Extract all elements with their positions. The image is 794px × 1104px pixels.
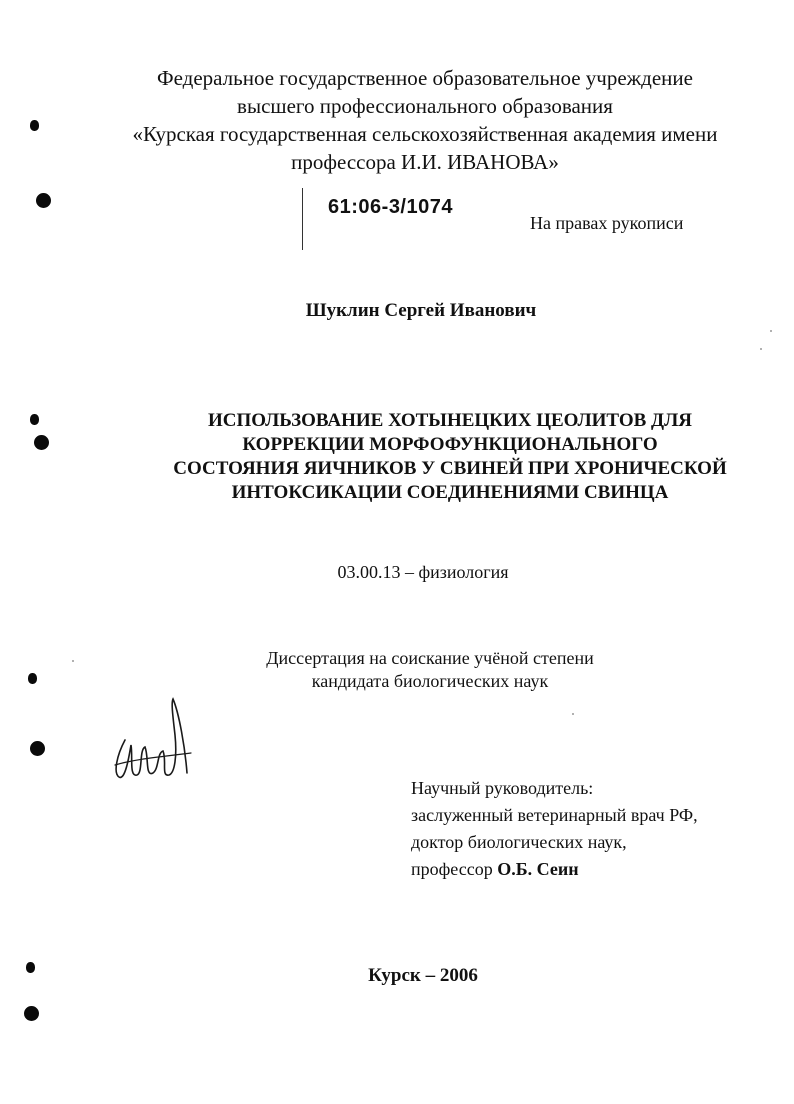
binder-hole (24, 1006, 39, 1021)
institution-line: Федеральное государственное образовательное учреждение (157, 66, 693, 90)
institution-line: «Курская государственная сельскохозяйственная академия имени (132, 122, 718, 146)
binder-hole (36, 193, 51, 208)
rights-note: На правах рукописи (530, 213, 684, 233)
title-line: КОРРЕКЦИИ МОРФОФУНКЦИОНАЛЬНОГО (242, 434, 658, 455)
binder-hole-mark (26, 962, 35, 973)
city-year-text: Курск – 2006 (368, 965, 478, 986)
degree-statement (220, 647, 640, 693)
title-line: СОСТОЯНИЯ ЯИЧНИКОВ У СВИНЕЙ ПРИ ХРОНИЧЕСКОЙ (173, 458, 727, 479)
binder-hole (30, 741, 45, 756)
advisor-heading: Научный руководитель: (411, 778, 594, 798)
advisor-name-line (411, 856, 698, 883)
signature (105, 695, 195, 790)
institution-header (100, 64, 750, 176)
advisor-name: О.Б. Сеин (497, 859, 579, 879)
degree-line-2: кандидата биологических наук (311, 671, 549, 691)
advisor-title-1: заслуженный ветеринарный врач РФ, (411, 805, 698, 825)
title-line: ИСПОЛЬЗОВАНИЕ ХОТЫНЕЦКИХ ЦЕОЛИТОВ ДЛЯ (207, 410, 692, 431)
city-year (0, 965, 794, 987)
registry-number: 61:06-3/1074 (328, 196, 453, 218)
author-name (0, 300, 794, 322)
scientific-advisor (411, 775, 698, 883)
binder-hole (34, 435, 49, 450)
registry-divider (302, 188, 303, 250)
author-name-text: Шуклин Сергей Иванович (305, 300, 537, 321)
title-line: ИНТОКСИКАЦИИ СОЕДИНЕНИЯМИ СВИНЦА (231, 482, 669, 503)
scan-speck (760, 348, 762, 350)
binder-hole-mark (30, 120, 39, 131)
institution-line: профессора И.И. ИВАНОВА» (291, 150, 559, 174)
institution-line: высшего профессионального образования (237, 94, 613, 118)
advisor-prefix: профессор (411, 859, 493, 879)
specialty (0, 562, 794, 583)
binder-hole-mark (30, 414, 39, 425)
degree-line-1: Диссертация на соискание учёной степени (266, 648, 594, 668)
dissertation-title (160, 409, 740, 505)
binder-hole-mark (28, 673, 37, 684)
specialty-text: 03.00.13 – физиология (337, 562, 509, 582)
advisor-title-2: доктор биологических наук, (411, 832, 627, 852)
scan-speck (72, 660, 74, 662)
scan-speck (572, 713, 574, 715)
scan-speck (770, 330, 772, 332)
